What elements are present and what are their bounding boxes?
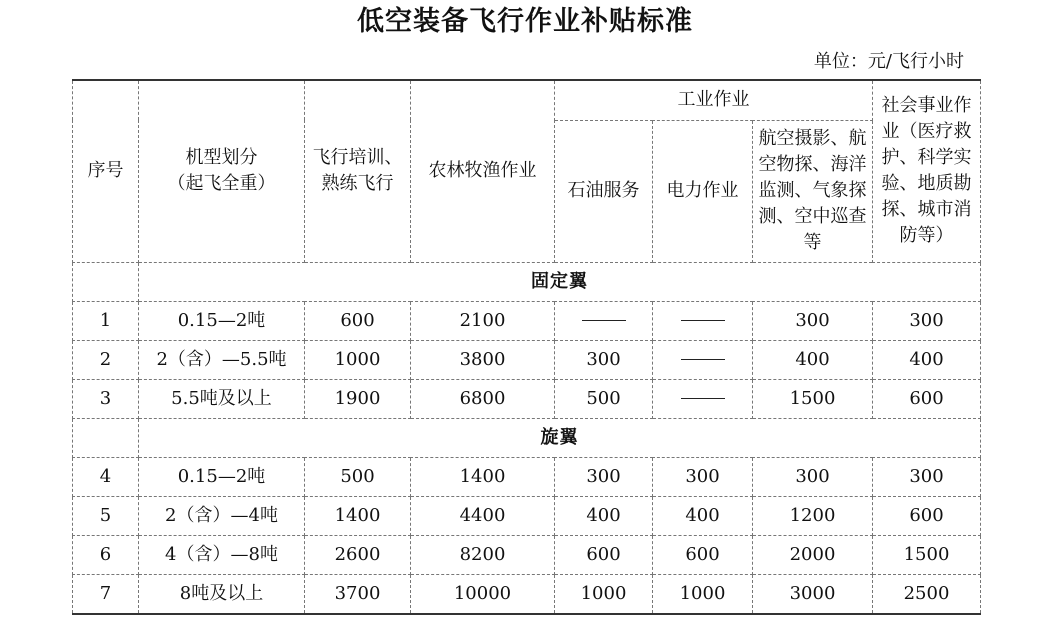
header-power: 电力作业: [653, 120, 753, 262]
header-no: 序号: [73, 80, 139, 262]
table-cell: 300: [555, 457, 653, 496]
table-cell: [653, 301, 753, 340]
table-cell: 4400: [411, 496, 555, 535]
table-cell: 3: [73, 379, 139, 418]
table-cell: 4（含）—8吨: [139, 535, 305, 574]
header-model: [139, 80, 305, 262]
table-cell: 600: [305, 301, 411, 340]
table-cell: 600: [873, 379, 981, 418]
table-cell: 1500: [873, 535, 981, 574]
table-cell: 500: [305, 457, 411, 496]
header-model-line1: 机型划分: [185, 147, 258, 169]
table-cell: 2000: [753, 535, 873, 574]
section-label: 固定翼: [139, 262, 981, 301]
table-cell: 400: [873, 340, 981, 379]
table-cell: 3000: [753, 574, 873, 614]
table-row: [73, 574, 981, 614]
table-cell: 3700: [305, 574, 411, 614]
section-row: [73, 262, 981, 301]
table-cell: 8吨及以上: [139, 574, 305, 614]
not-applicable-dash: [681, 320, 725, 321]
table-cell: 7: [73, 574, 139, 614]
table-cell: 400: [555, 496, 653, 535]
not-applicable-dash: [582, 320, 626, 321]
table-cell: 2（含）—4吨: [139, 496, 305, 535]
table-cell: 2: [73, 340, 139, 379]
table-cell: 6800: [411, 379, 555, 418]
table-cell: 1500: [753, 379, 873, 418]
subsidy-table: [72, 79, 981, 615]
table-cell: 600: [555, 535, 653, 574]
table-cell: 300: [873, 301, 981, 340]
table-cell: 2（含）—5.5吨: [139, 340, 305, 379]
table-cell: 2500: [873, 574, 981, 614]
not-applicable-dash: [681, 359, 725, 360]
table-cell: 8200: [411, 535, 555, 574]
table-cell: 300: [753, 301, 873, 340]
table-row: [73, 301, 981, 340]
table-cell: 600: [653, 535, 753, 574]
header-social: 社会事业作业（医疗救护、科学实验、地质勘探、城市消防等）: [873, 80, 981, 262]
table-cell: 3800: [411, 340, 555, 379]
table-cell: 1000: [555, 574, 653, 614]
table-cell: 300: [653, 457, 753, 496]
table-cell: [653, 340, 753, 379]
table-row: [73, 535, 981, 574]
table-cell: 10000: [411, 574, 555, 614]
table-cell: 1000: [305, 340, 411, 379]
table-row: [73, 496, 981, 535]
header-aerial: 航空摄影、航空物探、海洋监测、气象探测、空中巡查等: [753, 120, 873, 262]
header-oil: 石油服务: [555, 120, 653, 262]
table-cell: 5: [73, 496, 139, 535]
table-cell: 5.5吨及以上: [139, 379, 305, 418]
not-applicable-dash: [681, 398, 725, 399]
section-row: [73, 418, 981, 457]
table-row: [73, 340, 981, 379]
table-cell: 0.15—2吨: [139, 301, 305, 340]
table-cell: 0.15—2吨: [139, 457, 305, 496]
header-industry: 工业作业: [555, 80, 873, 120]
table-cell: 1900: [305, 379, 411, 418]
table-cell: 2600: [305, 535, 411, 574]
table-cell: 1000: [653, 574, 753, 614]
table-cell: 1400: [305, 496, 411, 535]
unit-label: 单位：元/飞行小时: [813, 51, 964, 72]
table-cell: 2100: [411, 301, 555, 340]
header-model-line2: （起飞全重）: [167, 173, 276, 195]
section-blank-cell: [73, 418, 139, 457]
table-cell: 600: [873, 496, 981, 535]
table-row: [73, 379, 981, 418]
section-blank-cell: [73, 262, 139, 301]
table-row: [73, 457, 981, 496]
table-cell: 400: [753, 340, 873, 379]
table-cell: [653, 379, 753, 418]
table-cell: 500: [555, 379, 653, 418]
table-cell: 4: [73, 457, 139, 496]
table-cell: 1: [73, 301, 139, 340]
header-training: 飞行培训、熟练飞行: [305, 80, 411, 262]
table-cell: 300: [753, 457, 873, 496]
table-cell: [555, 301, 653, 340]
table-cell: 300: [555, 340, 653, 379]
table-cell: 400: [653, 496, 753, 535]
header-agri: 农林牧渔作业: [411, 80, 555, 262]
section-label: 旋翼: [139, 418, 981, 457]
table-cell: 300: [873, 457, 981, 496]
page-title: 低空装备飞行作业补贴标准: [357, 6, 693, 37]
table-cell: 6: [73, 535, 139, 574]
table-cell: 1200: [753, 496, 873, 535]
table-cell: 1400: [411, 457, 555, 496]
